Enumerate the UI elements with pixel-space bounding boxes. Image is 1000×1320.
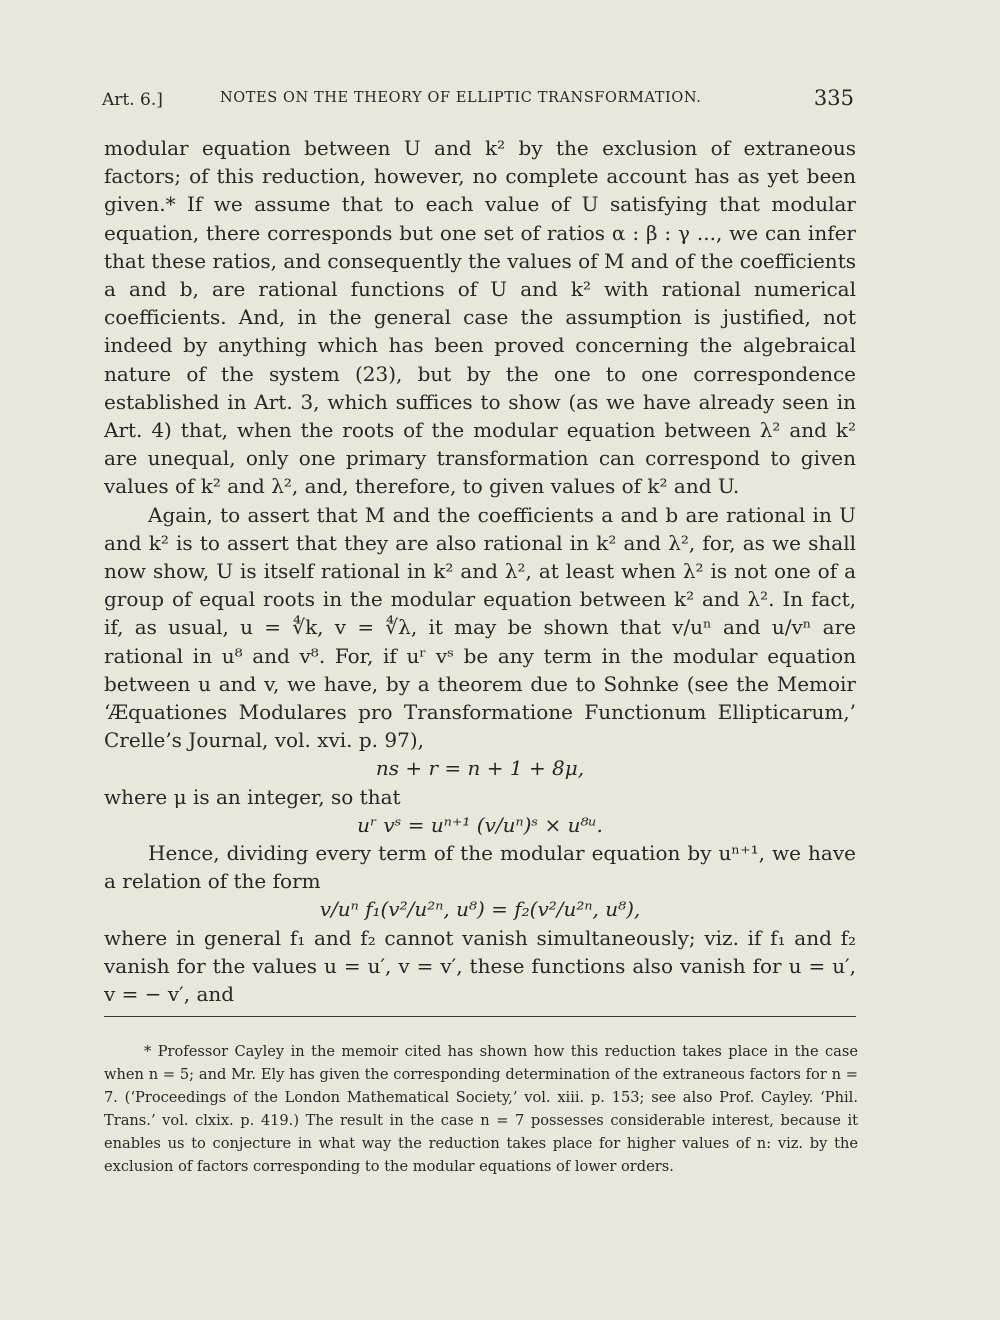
running-title: NOTES ON THE THEORY OF ELLIPTIC TRANSFORMATION. [220, 90, 702, 106]
paragraph-4: Hence, dividing every term of the modular equation by uⁿ⁺¹, we have a relation of the form [104, 841, 856, 894]
equation-1: ns + r = n + 1 + 8μ, [375, 756, 585, 781]
paragraph-3: where μ is an integer, so that [104, 784, 401, 809]
page-number: 335 [813, 86, 854, 110]
running-header [102, 86, 854, 116]
body-text [104, 134, 856, 1008]
paragraph-2: Again, to assert that M and the coefficients a and b are rational in U and k² is to assert that they are also rational in k² and λ², for, as we shall now show, U is itself rational in k² and λ², at least when λ² is not one of a group of equal roots in the modular equation between k² and λ². In fact, if, as usual, u = ∜k, v = ∜λ, it may be shown that v/uⁿ and u/vⁿ are rational in u⁸ and v⁸. For, if uʳ vˢ be any term in the modular equation between u and v, we have, by a theorem due to Sohnke (see the Memoir ‘Æquationes Modulares pro Transformatione Functionum Ellipticarum,’ Crelle’s Journal, vol. xvi. p. 97), [104, 502, 856, 753]
footnote-rule [104, 1016, 856, 1017]
article-label: Art. 6.] [102, 90, 163, 110]
equation-2: uʳ vˢ = uⁿ⁺¹ (v/uⁿ)ˢ × u⁸ᵘ. [357, 812, 603, 837]
paragraph-1: modular equation between U and k² by the exclusion of extraneous factors; of this reduction, however, no complete account has as yet been given.* If we assume that to each value of U satisfying that modular equation, there corresponds but one set of ratios α : β : γ ..., we can infer that these ratios, and consequently the values of M and of the coefficients a and b, are rational functions of U and k² with rational numerical coefficients. And, in the general case the assumption is justified, not indeed by anything which has been proved concerning the algebraical nature of the system (23), but by the one to one correspondence established in Art. 3, which suffices to show (as we have already seen in Art. 4) that, when the roots of the modular equation between λ² and k² are unequal, only one primary transformation can correspond to given values of k² and λ², and, therefore, to given values of k² and U. [104, 136, 856, 499]
footnote [104, 1040, 858, 1178]
paragraph-5: where in general f₁ and f₂ cannot vanish simultaneously; viz. if f₁ and f₂ vanish for the values u = u′, v = v′, these functions also vanish for u = u′, v = − v′, and [104, 925, 856, 1007]
equation-3: v/uⁿ f₁(v²/u²ⁿ, u⁸) = f₂(v²/u²ⁿ, u⁸), [319, 897, 641, 922]
footnote-text: * Professor Cayley in the memoir cited has shown how this reduction takes place in the case when n = 5; and Mr. Ely has given the corresponding determination of the extraneous factors for n = 7. (‘Proceedings of the London Mathematical Society,’ vol. xiii. p. 153; see also Prof. Cayley. ‘Phil. Trans.’ vol. clxix. p. 419.) The result in the case n = 7 possesses considerable interest, because it enables us to conjecture in what way the reduction takes place for higher values of n: viz. by the exclusion of factors corresponding to the modular equations of lower orders. [104, 1043, 858, 1175]
